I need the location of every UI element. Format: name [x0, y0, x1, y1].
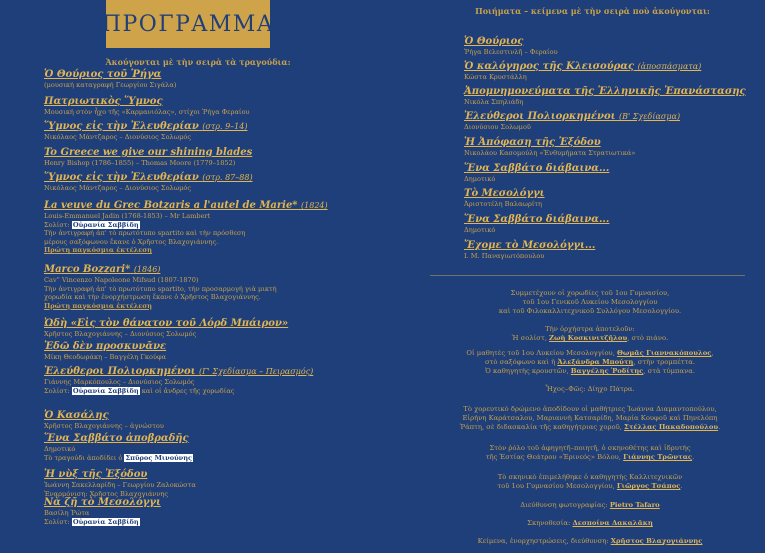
- song-title-text: La veuve du Grec Botzaris a l'autel de Marie*: [44, 200, 298, 211]
- song-title-note: (1846): [133, 265, 161, 274]
- credit-name: Pietro Tafaro: [609, 501, 660, 509]
- song-line: [44, 276, 374, 285]
- credit-line: Τὸ χορευτικὸ δρώμενο ἀποδίδουν οἱ μαθήτριες Ἰωάννα Διαμαντοπούλου,: [463, 405, 717, 413]
- credit-line: [430, 358, 750, 367]
- poem-author: Νικολάου Κασομούλη «Ἐνθυμήματα Στρατιωτικά»: [464, 149, 636, 157]
- song-line-text: Σολίστ:: [44, 517, 72, 526]
- song-item: [44, 497, 374, 526]
- credit-line: [430, 519, 750, 528]
- first-performance-note: Πρώτη παγκόσμια ἐκτέλεση: [44, 246, 152, 255]
- song-title-note: (Γ' Σχεδίασμα – Πειρασμός): [198, 367, 314, 376]
- credit-text-end: .: [692, 453, 695, 461]
- credit-line: [430, 367, 750, 376]
- song-title-text: Νὰ ζῇ τὸ Μεσολόγγι: [44, 497, 161, 508]
- credit-line: [430, 349, 750, 358]
- song-title: [44, 69, 374, 81]
- credit-line: [430, 501, 750, 510]
- credit-text: Ἡ σολίστ,: [511, 334, 550, 342]
- poem-title-text: Ὁ καλόγηρος τῆς Κλεισούρας: [464, 61, 635, 72]
- credit-name: Γιῶργος Τσάπος: [616, 482, 681, 490]
- credit-name: Χρῆστος Βλαχογιάννης: [610, 537, 703, 545]
- song-item: [44, 469, 374, 498]
- song-line-text: Τὸ τραγούδι ἀποδίδει ὁ: [44, 453, 125, 462]
- song-title-text: Ὕμνος εἰς τὴν Ἐλευθερίαν: [44, 172, 199, 183]
- song-line: [44, 445, 374, 454]
- soloist-name: Οὐρανία Σαββίδη: [72, 517, 139, 526]
- song-title: [44, 318, 374, 330]
- song-title-text: Ὕμνος εἰς τὴν Ἐλευθερίαν: [44, 121, 199, 132]
- soloist-name: Σπῦρος Μινούνης: [125, 453, 193, 462]
- song-item: [44, 96, 374, 117]
- poem-author: Ι. Μ. Παναγιωτόπουλου: [464, 252, 545, 260]
- song-title: [44, 410, 374, 422]
- song-line-text: Χρῆστος Βλαχογιάννης – ἀγνώστου: [44, 422, 164, 430]
- song-line-text: χορωδία καὶ τὴν ἐνορχήστρωση ἔκανε ὁ Χρῆστος Βλαχογιάννης.: [44, 293, 261, 302]
- song-title-note: (στρ. 87–88): [202, 173, 253, 182]
- poem-title-text: Ἕνα Σαββάτο διάβαινα...: [464, 163, 610, 174]
- poem-title-note: (Β' Σχεδίασμα): [618, 112, 681, 121]
- song-line: [44, 285, 374, 294]
- song-line: [44, 184, 374, 193]
- song-title-text: Πατριωτικὸς Ὕμνος: [44, 96, 163, 107]
- poem-item: [464, 240, 764, 261]
- song-line-text: Τὴν ἀντιγραφή ἀπ' τὸ πρωτότυπο spartito, τὴν προσαρμογή γιὰ μικτή: [44, 284, 277, 293]
- credit-line: Εἰρήνη Καράτσαλου, Μαριαννὴ Κατσαρίδη, Μαρία Κουφοῦ καὶ Πηνελόπη: [462, 414, 718, 422]
- poem-title: [464, 163, 764, 175]
- song-line: [44, 229, 374, 238]
- credit-name: Θωμᾶς Γιαννακόπουλος: [617, 349, 712, 357]
- song-item: [44, 264, 374, 310]
- song-line: [44, 509, 374, 518]
- credit-text-end: .: [718, 423, 721, 431]
- poem-item: [464, 61, 764, 82]
- poem-item: [464, 214, 764, 235]
- poem-title-text: Ἕνα Σαββάτο διάβαινα...: [464, 214, 610, 225]
- song-title-text: Ὁ Κασάλης: [44, 410, 109, 421]
- song-line: [44, 378, 374, 387]
- song-line-text: μέρους σαξόφωνου ἔκανε ὁ Χρῆστος Βλαχογιάννης.: [44, 237, 219, 246]
- song-line-text: Ἰωάννη Σακελλαρίδη – Γεωργίου Ζαλοκώστα: [44, 481, 196, 489]
- song-line: [44, 518, 374, 527]
- credit-text: τῆς Ἑστίας Θεάτρου «Ἐρινεός» Βόλου,: [485, 453, 624, 461]
- poem-title: [464, 36, 764, 48]
- song-line-text: Μίκη Θεοδωράκη – Βαγγέλη Γκούφα: [44, 353, 167, 361]
- song-title: [44, 366, 374, 378]
- first-performance-note: Πρώτη παγκόσμια ἐκτέλεση: [44, 301, 152, 310]
- poem-title-note: (ἀποσπάσματα): [637, 62, 702, 71]
- song-line: [44, 353, 374, 362]
- poem-author: Κώστα Κρυστάλλη: [464, 73, 527, 81]
- song-item: [44, 69, 374, 90]
- soloist-suffix: καὶ οἱ ἄνδρες τῆς χορωδίας: [139, 386, 235, 395]
- poems-header: Ποιήματα – κείμενα μὲ τὴν σειρὰ ποὺ ἀκούγονται:: [475, 6, 710, 16]
- poem-author: Δημοτικό: [464, 226, 496, 234]
- song-item: [44, 366, 374, 395]
- poem-title: [464, 240, 764, 252]
- song-title-note: (στρ. 9–14): [202, 122, 248, 131]
- song-title: [44, 121, 374, 133]
- poem-title-text: Ἡ Ἀπόφαση τῆς Ἐξόδου: [464, 137, 601, 148]
- song-line: [44, 212, 374, 221]
- song-item: [44, 433, 374, 462]
- song-line-text: Νικόλαος Μάντζαρος – Διονύσιος Σολωμός: [44, 184, 192, 192]
- song-title-text: Ἡ νὺξ τῆς Ἐξόδου: [44, 469, 148, 480]
- song-title: [44, 147, 374, 159]
- song-line-text: Louis-Emmanuel Jadin (1768-1853) – Mr Lambert: [44, 212, 211, 220]
- song-title: [44, 96, 374, 108]
- song-item: [44, 172, 374, 193]
- song-line-text: Σολίστ:: [44, 220, 72, 229]
- credit-name: Βαγγέλης Ῥοδίτης: [570, 367, 644, 375]
- poem-item: [464, 111, 764, 132]
- song-title: [44, 469, 374, 481]
- song-line-text: Henry Bishop (1786–1855) – Thomas Moore (1779–1852): [44, 159, 236, 167]
- credit-text-end: ,: [711, 349, 714, 357]
- credit-name: Ζωὴ Κοσκινιτζῆλου: [549, 334, 628, 342]
- credit-line: [430, 453, 750, 462]
- credit-text-end: , στὴν τρομπέττα.: [633, 358, 695, 366]
- song-title-text: Ὠδὴ «Εἰς τὸν θάνατον τοῦ Λόρδ Μπάιρον»: [44, 318, 289, 329]
- songs-header: Ἀκούγονται μὲ τὴν σειρὰ τὰ τραγούδια:: [105, 57, 291, 67]
- credit-line: [430, 423, 750, 432]
- poem-item: [464, 36, 764, 57]
- song-line: [44, 293, 374, 302]
- song-line: [44, 81, 374, 90]
- poem-author: Διονύσιου Σολωμοῦ: [464, 123, 531, 131]
- credit-text: Ῥάπτη, σὲ διδασκαλία τῆς καθηγήτριας χοροῦ,: [459, 423, 625, 431]
- credit-text-end: , στὰ τύμπανα.: [643, 367, 696, 375]
- soloist-name: Οὐρανία Σαββίδη: [72, 386, 139, 395]
- poem-item: [464, 86, 764, 107]
- song-title: [44, 341, 374, 353]
- song-item: [44, 147, 374, 168]
- song-title-note: (1824): [301, 201, 328, 210]
- song-item: [44, 318, 374, 339]
- credit-line: Στὸν ῥόλο τοῦ ἀφηγητῆ–ποιητῆ, ὁ σκηνοθέτης καὶ ἱδρυτὴς: [489, 444, 691, 452]
- song-line-text: Χρῆστος Βλαχογιάννης – Διονύσιος Σολωμός: [44, 330, 197, 338]
- credit-text: τοῦ 1ου Γυμνασίου Μεσολογγίου,: [497, 482, 617, 490]
- poem-author: Ῥήγα Βελεστινλῆ – Φεραίου: [464, 48, 558, 56]
- credit-text-end: .: [680, 482, 683, 490]
- song-title-text: Ὁ Θούριος τοῦ Ῥήγα: [44, 69, 162, 80]
- credit-line: τοῦ 1ου Γενικοῦ Λυκείου Μεσολογγίου: [522, 298, 658, 306]
- poem-title: [464, 214, 764, 226]
- song-line: [44, 108, 374, 117]
- song-line-text: Βασίλη Ῥώτα: [44, 509, 90, 517]
- divider: [430, 275, 745, 276]
- song-item: [44, 410, 374, 431]
- poem-title-text: Ὁ Θούριος: [464, 36, 524, 47]
- song-line-text: (μουσική καταγραφή Γεωργίου Σιγάλα): [44, 81, 177, 89]
- poem-author: Ἀριστοτέλη Βαλαωρίτη: [464, 200, 542, 208]
- song-line-text: Γιάννης Μαρκόπουλος – Διονύσιος Σολωμός: [44, 378, 195, 386]
- song-line: [44, 159, 374, 168]
- program-title-box: [101, 0, 275, 48]
- credit-line: Τὴν ὀρχήστρα ἀποτελοῦν:: [545, 325, 635, 333]
- song-title: [44, 433, 374, 445]
- credit-text-end: , στὸ πιάνο.: [627, 334, 669, 342]
- poem-title-text: Ἐλεύθεροι Πολιορκημένοι: [464, 111, 616, 122]
- song-title: [44, 172, 374, 184]
- poem-title-text: Ἔχομε τὸ Μεσολόγγι...: [464, 240, 596, 251]
- song-line-text: Δημοτικό: [44, 445, 76, 453]
- credit-line: Συμμετέχουν οἱ χορωδίες τοῦ 1ου Γυμνασίου,: [510, 289, 670, 297]
- credit-line: Ἦχος–Φῶς: Δίηχο Πάτρα.: [545, 385, 635, 393]
- song-line: [44, 330, 374, 339]
- song-line-text: Νικόλαος Μάντζαρος – Διονύσιος Σολωμός: [44, 133, 192, 141]
- song-line: [44, 454, 374, 463]
- song-item: [44, 200, 374, 255]
- song-line-text: Τὴν ἀντιγραφή ἀπ' τὸ πρωτότυπο spartito καὶ τὴν πρόσθεση: [44, 229, 246, 238]
- song-line: [44, 133, 374, 142]
- credit-name: Δεσποίνα Δακαλᾶκη: [572, 519, 653, 527]
- credit-line: Τὸ σκηνικὸ ἐπιμελήθηκε ὁ καθηγητὴς Καλλιτεχνικῶν: [497, 473, 683, 481]
- poem-title: [464, 188, 764, 200]
- credit-text: Κείμενα, ἐνορχηστρώσεις, διεύθυνση:: [477, 537, 611, 545]
- credit-name: Στέλλας Πακαδοπούλου: [624, 423, 719, 431]
- poem-title: [464, 61, 764, 73]
- poem-author: Νικόλα Σπηλιάδη: [464, 98, 524, 106]
- song-line: [44, 221, 374, 230]
- poem-item: [464, 137, 764, 158]
- poem-title-text: Ἀπομνημονεύματα τῆς Ἑλληνικῆς Ἐπανάστασης: [464, 86, 746, 97]
- song-title: [44, 497, 374, 509]
- credit-text: Ὁ καθηγητὴς κρουστῶν,: [484, 367, 571, 375]
- song-title-text: Ἐδῶ δὲν προσκυνᾶνε: [44, 341, 167, 352]
- credit-text: Σκηνοθεσία:: [527, 519, 573, 527]
- song-title-text: Ἕνα Σαββάτο ἀποβραδῆς: [44, 433, 189, 444]
- poem-author: Δημοτικό: [464, 175, 496, 183]
- credit-line: [430, 334, 750, 343]
- program-title: ΠΡΟΓΡΑΜΜΑ: [101, 11, 275, 37]
- credit-text: Διεύθυνση φωτογραφίας:: [520, 501, 610, 509]
- song-item: [44, 121, 374, 142]
- credit-line: [430, 537, 750, 546]
- song-title-text: Marco Bozzari*: [44, 264, 131, 275]
- song-line-text: Cav" Vincenzo Napoleone Mifsud (1807-1870): [44, 276, 199, 284]
- poem-item: [464, 163, 764, 184]
- credit-line: [430, 482, 750, 491]
- credit-line: καὶ τοῦ Φιλοκαλλιτεχνικοῦ Συλλόγου Μεσολογγίου.: [498, 307, 682, 315]
- song-title-text: Ἐλεύθεροι Πολιορκημένοι: [44, 366, 196, 377]
- song-title: [44, 264, 374, 276]
- song-line: [44, 422, 374, 431]
- song-line: [44, 387, 374, 396]
- song-line: [44, 481, 374, 490]
- credit-name: Γιάννης Τρῶντας: [623, 453, 693, 461]
- soloist-name: Οὐρανία Σαββίδη: [72, 220, 139, 229]
- credit-text: στὸ σαξόφωνο καὶ ἡ: [485, 358, 558, 366]
- poem-title-text: Τὸ Μεσολόγγι: [464, 188, 545, 199]
- poem-title: [464, 137, 764, 149]
- song-line-text: Μουσική στὸν ἦχο τῆς «Καρμανιόλας», στίχοι Ῥήγα Φεραίου: [44, 108, 250, 116]
- poem-title: [464, 86, 764, 98]
- poem-item: [464, 188, 764, 209]
- song-line-text: Σολίστ:: [44, 386, 72, 395]
- credit-name: Ἀλεξάνδρα Μπούτη: [557, 358, 634, 366]
- credit-text: Οἱ μαθητὲς τοῦ 1ου Λυκείου Μεσολογγίου,: [466, 349, 618, 357]
- poem-title: [464, 111, 764, 123]
- song-title: [44, 200, 374, 212]
- song-line-text: Ἐναρμόνιση: Χρῆστος Βλαχογιάννης: [44, 489, 169, 498]
- song-item: [44, 341, 374, 362]
- song-title-text: To Greece we give our shining blades: [44, 147, 253, 158]
